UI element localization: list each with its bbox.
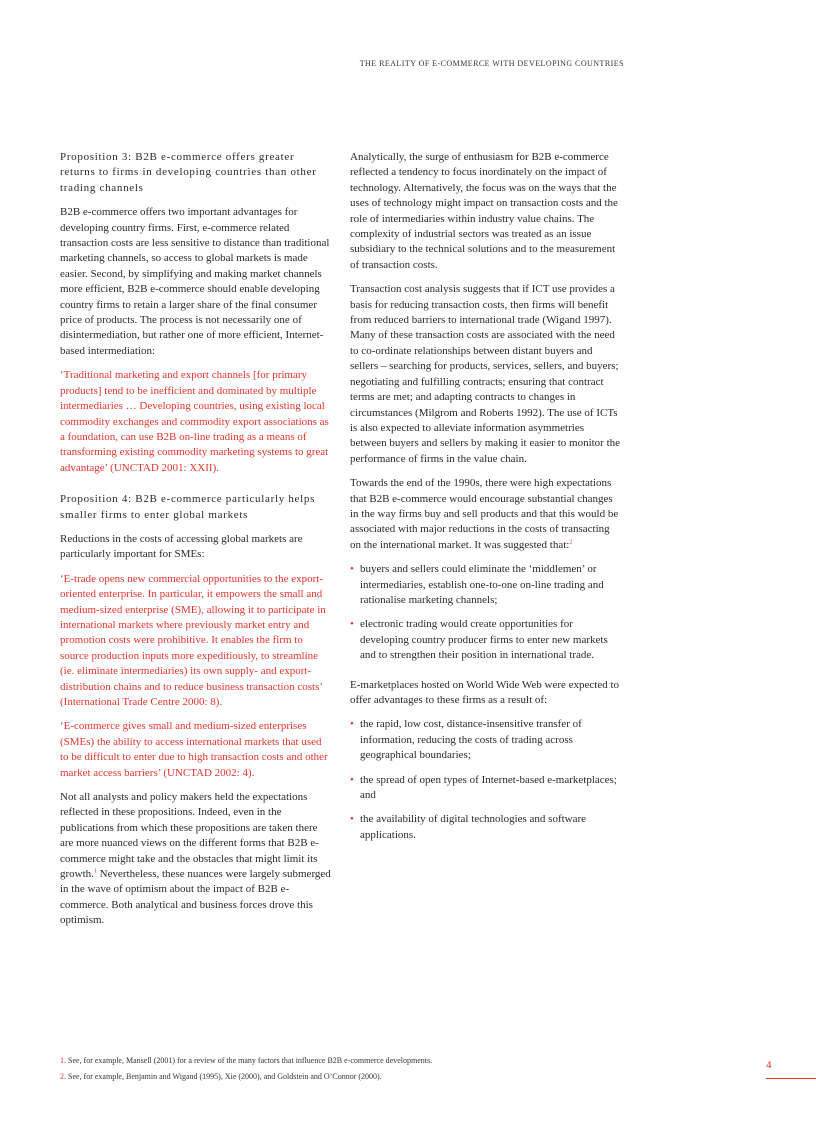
analysis-paragraph: Analytically, the surge of enthusiasm for B2B e-commerce reflected a tendency to focus inordinately on the impact of technology. Alternatively, the focus was on the ways that the uses of technology might impact on transaction costs and the role of intermediaries within industry value chains. The complexity of industrial sectors was treated as an issue subsidiary to the technical solutions and to the measurement of transaction costs. <box>350 151 618 271</box>
footnote-text: See, for example, Benjamin and Wigand (1995), Xie (2000), and Goldstein and O’Connor (2000). <box>66 1072 382 1081</box>
proposition-4-heading: Proposition 4: B2B e-commerce particularly helps smaller firms to enter global markets <box>60 493 316 521</box>
page-number-rule <box>766 1078 816 1079</box>
list-item: • the rapid, low cost, distance-insensitive transfer of information, reducing the costs of trading across geographical boundaries; <box>350 717 622 763</box>
closing-text-part1: Not all analysts and policy makers held the expectations reflected in these propositions. Indeed, even in the publications from which these propositions are taken there are more nuanced views on the different forms that B2B e-commerce might take and the obstacles that might limit its growth. <box>60 791 319 881</box>
list-item: • electronic trading would create opportunities for developing country producer firms to enter new markets and to strengthen their position in international trade. <box>350 617 622 663</box>
list-item: • the spread of open types of Internet-based e-marketplaces; and <box>350 773 622 804</box>
footnote-text: See, for example, Mansell (2001) for a review of the many factors that influence B2B e-commerce developments. <box>66 1056 433 1065</box>
proposition-4-quote-itc: ‘E-trade opens new commercial opportunities to the export-oriented enterprise. In particular, it empowers the small and medium-sized enterprise (SME), allowing it to participate in international markets where previously market entry and promotion costs were prohibitive. It enables the firm to source production inputs more expeditiously, to streamline (ie. eliminate intermediaries) its own supply- and export-distribution chains and to reduce business transaction costs’ (International Trade Centre 2000: 8). <box>60 572 326 708</box>
proposition-4-quote-unctad: ‘E-commerce gives small and medium-sized enterprises (SMEs) the ability to access international markets that used to be difficult to enter due to high transaction costs and other market access barriers’ (UNCTAD 2002: 4). <box>60 720 328 779</box>
list-item: • buyers and sellers could eliminate the ‘middlemen’ or intermediaries, establish one-to-one on-line trading and rationalise marketing channels; <box>350 562 622 608</box>
footnote-ref-2[interactable]: 2 <box>569 539 573 546</box>
transaction-cost-paragraph: Transaction cost analysis suggests that if ICT use provides a basis for reducing transaction costs, then firms will benefit from reduced barriers to international trade (Wigand 1997). Many of these transaction costs are associated with the need to co-ordinate relationships between distant buyers and sellers – searching for products, services, sellers, and buyers; negotiating and fulfilling contracts; ensuring that contract terms are met; and adapting contracts to changes in circumstances (Milgrom and Roberts 1992). The use of ICTs is also expected to alleviate information asymmetries between buyers and sellers by making it easier to monitor the performance of firms in the value chain. <box>350 283 621 465</box>
proposition-3-quote: ‘Traditional marketing and export channels [for primary products] tend to be inefficient and dominated by multiple intermediaries … Developing countries, using existing local commodity exchanges and commodity export associations as a foundation, can use B2B on-line trading as a means of transforming existing commodity marketing systems to great advantage’ (UNCTAD 2001: XXII). <box>60 369 329 474</box>
expectations-list <box>350 562 622 663</box>
left-column <box>60 150 332 938</box>
e-marketplaces-paragraph: E-marketplaces hosted on World Wide Web were expected to offer advantages to these firms as a result of: <box>350 678 620 706</box>
advantages-list <box>350 717 622 843</box>
closing-text-part2: Nevertheless, these nuances were largely submerged in the wave of optimism about the impact of B2B e-commerce. Both analytical and business forces drove this optimism. <box>60 868 331 927</box>
running-header: THE REALITY OF E-COMMERCE WITH DEVELOPING COUNTRIES <box>359 59 624 68</box>
closing-paragraph <box>60 790 332 929</box>
footnote-number: 2. <box>60 1072 66 1081</box>
footnotes <box>60 1053 700 1085</box>
page-number: 4 <box>766 1059 772 1071</box>
expectations-text: Towards the end of the 1990s, there were high expectations that B2B e-commerce would encourage substantial changes in the way firms buy and sell products and that this would be associated with major reductions in the costs of transacting on the international market. It was suggested that: <box>350 477 619 551</box>
footnote-2 <box>60 1069 700 1085</box>
expectations-paragraph <box>350 476 622 553</box>
proposition-4-body: Reductions in the costs of accessing global markets are particularly important for SMEs: <box>60 532 303 561</box>
footnote-number: 1. <box>60 1056 66 1065</box>
footnote-1 <box>60 1053 700 1069</box>
footnote-ref-1[interactable]: 1 <box>93 868 97 875</box>
list-item: • the availability of digital technologies and software applications. <box>350 812 622 843</box>
proposition-3-body: B2B e-commerce offers two important advantages for developing country firms. First, e-commerce related transaction costs are less sensitive to distance than traditional marketing channels, so access to global markets is made easier. Second, by simplifying and making market channels more efficient, B2B e-commerce should enable developing country firms to retain a larger share of the final consumer price of products. The process is not necessarily one of disintermediation, but rather one of more efficient, Internet-based intermediation: <box>60 206 330 357</box>
proposition-3-heading: Proposition 3: B2B e-commerce offers greater returns to firms in developing countries than other trading channels <box>60 151 317 194</box>
right-column <box>350 150 622 852</box>
